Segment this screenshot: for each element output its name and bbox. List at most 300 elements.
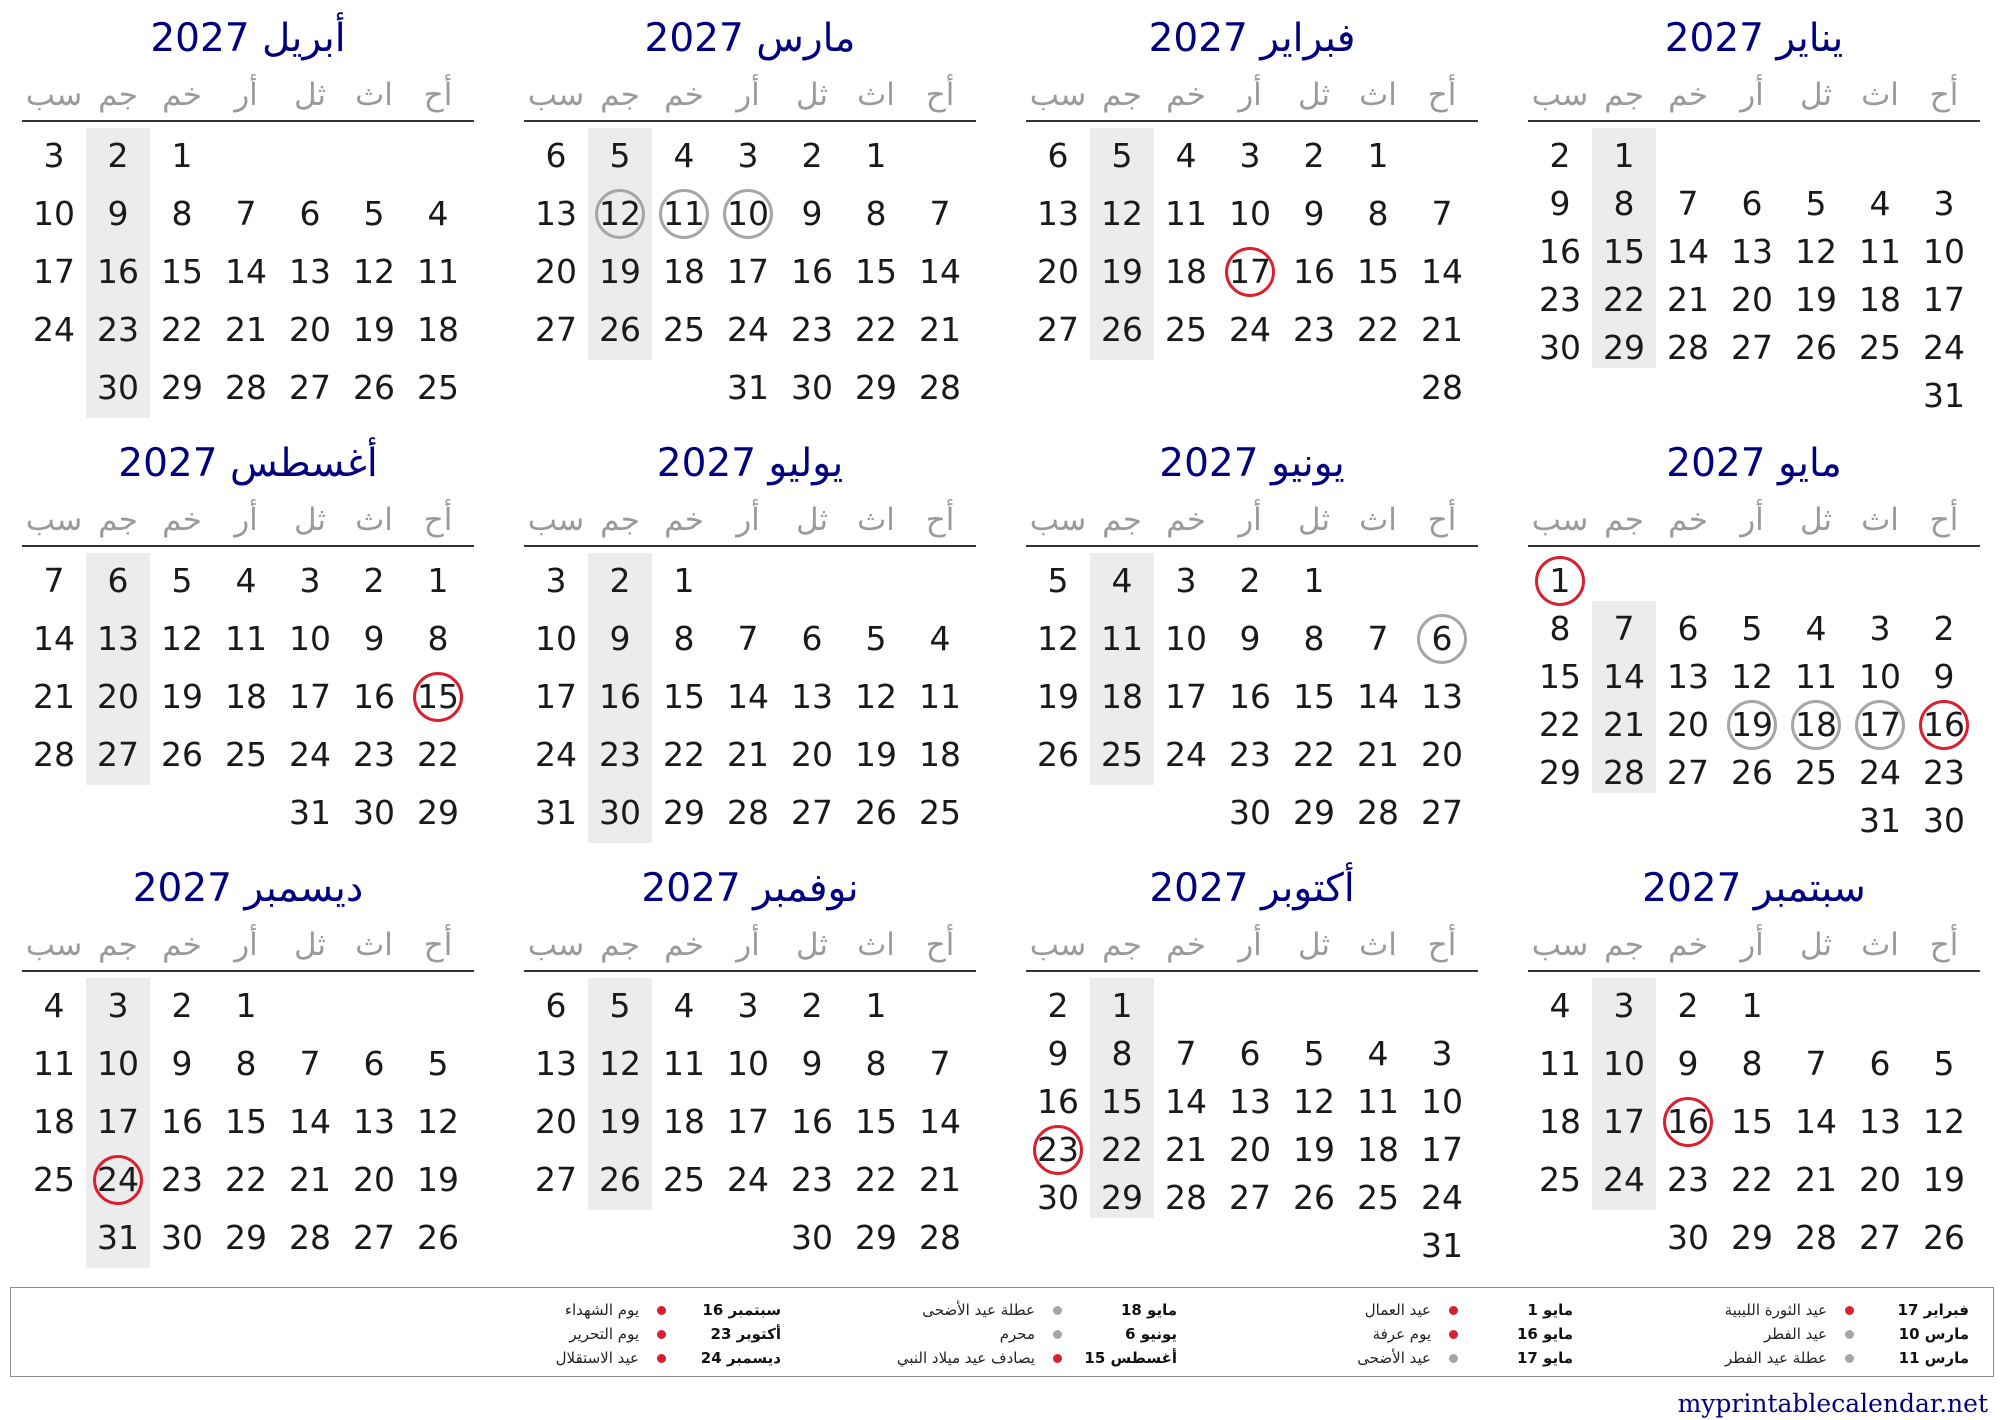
day-cell: 19	[161, 677, 203, 716]
day-cell: 3	[737, 986, 759, 1025]
day-cell: 1	[1303, 561, 1325, 600]
day-cell: 30	[1229, 793, 1271, 832]
day-cell: 18	[919, 735, 961, 774]
day-cell: 23	[1539, 280, 1581, 319]
day-cell: 18	[1165, 252, 1207, 291]
day-cell: 10	[1165, 619, 1207, 658]
month-block	[524, 850, 976, 1270]
day-cell: 14	[919, 1102, 961, 1141]
day-cell: 3	[1933, 184, 1955, 223]
day-cell: 13	[97, 619, 139, 658]
day-cell: 4	[929, 619, 951, 658]
day-cell: 21	[1357, 735, 1399, 774]
holiday-day-cell: 12	[588, 194, 652, 234]
day-cell: 6	[1047, 136, 1069, 175]
day-cell: 8	[1111, 1034, 1133, 1073]
legend-column	[1589, 1298, 1969, 1370]
day-cell: 10	[1229, 194, 1271, 233]
weekday-label: ثل	[293, 77, 327, 113]
weekday-label: أر	[1238, 502, 1262, 538]
day-cell: 15	[1731, 1102, 1773, 1141]
day-cell: 20	[1037, 252, 1079, 291]
day-cell: 6	[1677, 609, 1699, 648]
day-cell: 26	[599, 1160, 641, 1199]
month-title: ديسمبر 2027	[132, 866, 364, 911]
day-cell: 13	[1037, 194, 1079, 233]
weekday-label: ثل	[293, 927, 327, 963]
day-cell: 15	[855, 252, 897, 291]
day-cell: 8	[171, 194, 193, 233]
day-cell: 1	[171, 136, 193, 175]
day-cell: 19	[417, 1160, 459, 1199]
day-cell: 12	[1293, 1082, 1335, 1121]
day-cell: 16	[1037, 1082, 1079, 1121]
day-cell: 14	[919, 252, 961, 291]
month-block	[1528, 0, 1980, 420]
day-cell: 27	[1229, 1178, 1271, 1217]
day-cell: 28	[1603, 753, 1645, 792]
legend-holiday-name: يصادف عيد ميلاد النبي	[896, 1349, 1035, 1367]
day-cell: 8	[1367, 194, 1389, 233]
day-cell: 11	[919, 677, 961, 716]
day-cell: 28	[727, 793, 769, 832]
legend-item	[1193, 1346, 1573, 1370]
legend-holiday-name: عيد العمال	[1364, 1301, 1431, 1319]
weekday-label: أر	[736, 502, 760, 538]
holiday-dot-icon	[1449, 1354, 1458, 1363]
day-cell: 15	[1603, 232, 1645, 271]
legend-holiday-name: يوم التحرير	[569, 1325, 639, 1343]
day-cell: 25	[225, 735, 267, 774]
weekday-label: أر	[1740, 502, 1764, 538]
day-cell: 21	[225, 310, 267, 349]
day-cell: 28	[225, 368, 267, 407]
day-cell: 27	[289, 368, 331, 407]
day-cell: 17	[727, 1102, 769, 1141]
site-credit[interactable]: myprintablecalendar.net	[1677, 1389, 1988, 1418]
day-cell: 6	[363, 1044, 385, 1083]
weekday-label: جم	[600, 502, 640, 538]
day-cell: 14	[1165, 1082, 1207, 1121]
day-cell: 27	[1037, 310, 1079, 349]
day-cell: 1	[427, 561, 449, 600]
day-cell: 23	[1293, 310, 1335, 349]
weekday-label: جم	[1102, 927, 1142, 963]
day-cell: 24	[727, 310, 769, 349]
day-cell: 10	[1421, 1082, 1463, 1121]
weekday-label: أح	[925, 77, 955, 113]
day-cell: 5	[1933, 1044, 1955, 1083]
weekday-label: أر	[1740, 77, 1764, 113]
weekday-label: أح	[925, 502, 955, 538]
day-cell: 12	[1037, 619, 1079, 658]
header-rule	[22, 120, 474, 122]
day-cell: 17	[289, 677, 331, 716]
day-cell: 24	[1421, 1178, 1463, 1217]
weekday-label: سب	[1029, 927, 1087, 963]
day-cell: 22	[1293, 735, 1335, 774]
day-cell: 3	[737, 136, 759, 175]
day-cell: 25	[1539, 1160, 1581, 1199]
month-title: سبتمبر 2027	[1642, 866, 1866, 911]
holiday-day-cell: 17	[1218, 252, 1282, 292]
weekday-label: خم	[1166, 927, 1206, 963]
day-cell: 29	[855, 368, 897, 407]
holiday-day-cell: 1	[1528, 561, 1592, 601]
day-cell: 3	[545, 561, 567, 600]
weekday-label: ثل	[1799, 502, 1833, 538]
day-cell: 23	[1229, 735, 1271, 774]
legend-item	[797, 1346, 1177, 1370]
weekday-label: سب	[1531, 502, 1589, 538]
day-cell: 5	[865, 619, 887, 658]
weekday-label: ثل	[795, 502, 829, 538]
day-cell: 24	[1859, 753, 1901, 792]
holiday-day-cell: 11	[652, 194, 716, 234]
day-cell: 24	[535, 735, 577, 774]
day-cell: 23	[599, 735, 641, 774]
day-cell: 28	[919, 1218, 961, 1257]
day-cell: 12	[353, 252, 395, 291]
day-cell: 7	[299, 1044, 321, 1083]
day-cell: 30	[161, 1218, 203, 1257]
weekday-label: أح	[1929, 502, 1959, 538]
day-cell: 20	[1667, 705, 1709, 744]
day-cell: 19	[1101, 252, 1143, 291]
day-cell: 21	[289, 1160, 331, 1199]
day-cell: 25	[1795, 753, 1837, 792]
month-block	[22, 0, 474, 420]
month-block	[1528, 850, 1980, 1270]
weekday-label: سب	[25, 502, 83, 538]
day-cell: 26	[1795, 328, 1837, 367]
day-cell: 6	[1239, 1034, 1261, 1073]
legend-column	[797, 1298, 1177, 1370]
day-cell: 11	[1165, 194, 1207, 233]
holiday-dot-icon	[1845, 1354, 1854, 1363]
legend-date: مارس 11	[1898, 1349, 1969, 1367]
weekday-label: أح	[423, 77, 453, 113]
day-cell: 25	[1101, 735, 1143, 774]
day-cell: 15	[1101, 1082, 1143, 1121]
day-cell: 10	[1603, 1044, 1645, 1083]
day-cell: 8	[673, 619, 695, 658]
day-cell: 19	[1923, 1160, 1965, 1199]
day-cell: 26	[1101, 310, 1143, 349]
day-cell: 22	[417, 735, 459, 774]
holiday-day-cell: 19	[1720, 705, 1784, 745]
weekday-label: أر	[736, 927, 760, 963]
weekday-label: اث	[1861, 927, 1899, 963]
day-cell: 4	[1805, 609, 1827, 648]
weekday-label: جم	[1102, 502, 1142, 538]
weekday-label: خم	[162, 927, 202, 963]
day-cell: 22	[855, 310, 897, 349]
day-cell: 25	[663, 1160, 705, 1199]
day-cell: 31	[1421, 1226, 1463, 1265]
day-cell: 12	[599, 1044, 641, 1083]
day-cell: 14	[1667, 232, 1709, 271]
weekday-label: جم	[98, 77, 138, 113]
month-title: أبريل 2027	[150, 16, 346, 61]
weekday-label: أح	[423, 502, 453, 538]
day-cell: 2	[1677, 986, 1699, 1025]
day-cell: 11	[1795, 657, 1837, 696]
month-block	[524, 425, 976, 845]
day-cell: 20	[535, 1102, 577, 1141]
day-cell: 21	[1165, 1130, 1207, 1169]
day-cell: 24	[33, 310, 75, 349]
legend-item	[1589, 1346, 1969, 1370]
weekday-label: جم	[1604, 927, 1644, 963]
day-cell: 25	[1859, 328, 1901, 367]
day-cell: 20	[791, 735, 833, 774]
month-title: مارس 2027	[644, 16, 856, 61]
day-cell: 17	[1165, 677, 1207, 716]
weekday-label: سب	[527, 927, 585, 963]
day-cell: 21	[919, 310, 961, 349]
day-cell: 16	[1293, 252, 1335, 291]
holiday-dot-icon	[657, 1354, 666, 1363]
day-cell: 2	[801, 136, 823, 175]
day-cell: 23	[1923, 753, 1965, 792]
day-cell: 15	[1539, 657, 1581, 696]
header-rule	[1026, 545, 1478, 547]
day-cell: 11	[1101, 619, 1143, 658]
day-cell: 6	[299, 194, 321, 233]
legend-date: مايو 16	[1516, 1325, 1573, 1343]
day-cell: 2	[1933, 609, 1955, 648]
legend-date: ديسمبر 24	[700, 1349, 781, 1367]
day-cell: 19	[855, 735, 897, 774]
day-cell: 10	[727, 1044, 769, 1083]
month-title: أكتوبر 2027	[1149, 866, 1355, 911]
day-cell: 19	[1037, 677, 1079, 716]
legend-holiday-name: عيد الأضحى	[1357, 1349, 1431, 1367]
day-cell: 26	[1037, 735, 1079, 774]
weekday-label: ثل	[293, 502, 327, 538]
weekday-label: خم	[162, 77, 202, 113]
month-block	[1026, 425, 1478, 845]
day-cell: 13	[353, 1102, 395, 1141]
day-cell: 2	[1047, 986, 1069, 1025]
day-cell: 29	[663, 793, 705, 832]
day-cell: 9	[107, 194, 129, 233]
weekday-label: خم	[1668, 502, 1708, 538]
day-cell: 25	[919, 793, 961, 832]
day-cell: 24	[727, 1160, 769, 1199]
day-cell: 9	[363, 619, 385, 658]
day-cell: 15	[663, 677, 705, 716]
day-cell: 1	[235, 986, 257, 1025]
day-cell: 20	[97, 677, 139, 716]
weekday-label: خم	[162, 502, 202, 538]
day-cell: 29	[855, 1218, 897, 1257]
day-cell: 7	[737, 619, 759, 658]
weekday-label: ثل	[1297, 77, 1331, 113]
day-cell: 19	[1293, 1130, 1335, 1169]
day-cell: 15	[1293, 677, 1335, 716]
day-cell: 10	[33, 194, 75, 233]
day-cell: 11	[663, 1044, 705, 1083]
legend-item	[1589, 1322, 1969, 1346]
day-cell: 12	[855, 677, 897, 716]
day-cell: 9	[171, 1044, 193, 1083]
weekday-label: خم	[664, 502, 704, 538]
day-cell: 2	[107, 136, 129, 175]
day-cell: 16	[97, 252, 139, 291]
day-cell: 15	[855, 1102, 897, 1141]
month-title: مايو 2027	[1666, 441, 1842, 486]
day-cell: 23	[97, 310, 139, 349]
day-cell: 5	[171, 561, 193, 600]
day-cell: 14	[225, 252, 267, 291]
legend-item	[1589, 1298, 1969, 1322]
day-cell: 23	[353, 735, 395, 774]
day-cell: 9	[801, 1044, 823, 1083]
day-cell: 25	[1357, 1178, 1399, 1217]
day-cell: 29	[225, 1218, 267, 1257]
day-cell: 27	[1667, 753, 1709, 792]
day-cell: 22	[1357, 310, 1399, 349]
weekday-label: اث	[1359, 77, 1397, 113]
day-cell: 2	[1239, 561, 1261, 600]
day-cell: 1	[1741, 986, 1763, 1025]
day-cell: 26	[353, 368, 395, 407]
weekday-label: أر	[1740, 927, 1764, 963]
day-cell: 20	[289, 310, 331, 349]
day-cell: 30	[791, 368, 833, 407]
holiday-day-cell: 16	[1912, 705, 1976, 745]
day-cell: 29	[1539, 753, 1581, 792]
weekday-label: ثل	[795, 927, 829, 963]
day-cell: 4	[673, 136, 695, 175]
day-cell: 13	[1421, 677, 1463, 716]
day-cell: 25	[1165, 310, 1207, 349]
day-cell: 18	[663, 1102, 705, 1141]
day-cell: 22	[225, 1160, 267, 1199]
weekday-label: اث	[857, 927, 895, 963]
day-cell: 12	[1923, 1102, 1965, 1141]
day-cell: 24	[1923, 328, 1965, 367]
month-title: فبراير 2027	[1148, 16, 1356, 61]
weekday-label: سب	[1531, 927, 1589, 963]
weekday-label: اث	[1359, 927, 1397, 963]
day-cell: 9	[1549, 184, 1571, 223]
day-cell: 9	[609, 619, 631, 658]
day-cell: 14	[1421, 252, 1463, 291]
day-cell: 17	[33, 252, 75, 291]
day-cell: 31	[1923, 376, 1965, 415]
day-cell: 6	[1869, 1044, 1891, 1083]
legend-date: يونيو 6	[1125, 1325, 1177, 1343]
day-cell: 28	[1357, 793, 1399, 832]
day-cell: 28	[919, 368, 961, 407]
day-cell: 5	[609, 136, 631, 175]
day-cell: 18	[225, 677, 267, 716]
header-rule	[1528, 970, 1980, 972]
day-cell: 8	[1549, 609, 1571, 648]
holiday-day-cell: 15	[406, 677, 470, 717]
day-cell: 1	[673, 561, 695, 600]
day-cell: 21	[33, 677, 75, 716]
legend-date: مايو 1	[1527, 1301, 1573, 1319]
day-cell: 20	[1731, 280, 1773, 319]
month-block	[22, 425, 474, 845]
day-cell: 22	[1731, 1160, 1773, 1199]
day-cell: 7	[43, 561, 65, 600]
month-block	[1026, 850, 1478, 1270]
day-cell: 30	[1667, 1218, 1709, 1257]
day-cell: 8	[1613, 184, 1635, 223]
day-cell: 18	[1859, 280, 1901, 319]
weekday-label: خم	[1668, 927, 1708, 963]
legend-item	[797, 1298, 1177, 1322]
legend-holiday-name: عيد الاستقلال	[555, 1349, 639, 1367]
weekday-label: جم	[1604, 77, 1644, 113]
holiday-dot-icon	[1449, 1306, 1458, 1315]
day-cell: 5	[1303, 1034, 1325, 1073]
day-cell: 24	[1229, 310, 1271, 349]
weekday-label: جم	[600, 927, 640, 963]
day-cell: 15	[161, 252, 203, 291]
weekday-label: أح	[1929, 927, 1959, 963]
day-cell: 2	[1549, 136, 1571, 175]
day-cell: 18	[33, 1102, 75, 1141]
holiday-dot-icon	[1845, 1330, 1854, 1339]
weekday-label: اث	[857, 77, 895, 113]
weekday-label: أح	[1427, 927, 1457, 963]
day-cell: 20	[535, 252, 577, 291]
holiday-dot-icon	[1845, 1306, 1854, 1315]
day-cell: 3	[43, 136, 65, 175]
legend-item	[1193, 1298, 1573, 1322]
legend-date: مايو 18	[1120, 1301, 1177, 1319]
day-cell: 6	[545, 986, 567, 1025]
weekday-label: خم	[1166, 502, 1206, 538]
day-cell: 29	[1603, 328, 1645, 367]
day-cell: 28	[1667, 328, 1709, 367]
weekday-label: أر	[234, 77, 258, 113]
day-cell: 28	[1421, 368, 1463, 407]
day-cell: 24	[289, 735, 331, 774]
day-cell: 24	[1603, 1160, 1645, 1199]
day-cell: 9	[1239, 619, 1261, 658]
weekday-label: اث	[355, 77, 393, 113]
day-cell: 26	[855, 793, 897, 832]
header-rule	[524, 120, 976, 122]
day-cell: 22	[1539, 705, 1581, 744]
header-rule	[524, 970, 976, 972]
weekday-label: أر	[234, 502, 258, 538]
day-cell: 3	[1239, 136, 1261, 175]
legend-date: مارس 10	[1898, 1325, 1969, 1343]
day-cell: 26	[417, 1218, 459, 1257]
day-cell: 20	[1859, 1160, 1901, 1199]
day-cell: 14	[1357, 677, 1399, 716]
weekday-label: أح	[1427, 502, 1457, 538]
holiday-day-cell: 18	[1784, 705, 1848, 745]
header-rule	[1026, 120, 1478, 122]
day-cell: 14	[1795, 1102, 1837, 1141]
day-cell: 26	[1731, 753, 1773, 792]
day-cell: 29	[161, 368, 203, 407]
day-cell: 2	[363, 561, 385, 600]
holiday-dot-icon	[657, 1306, 666, 1315]
day-cell: 17	[727, 252, 769, 291]
day-cell: 8	[865, 1044, 887, 1083]
legend-holiday-name: عيد الثورة الليبية	[1724, 1301, 1827, 1319]
